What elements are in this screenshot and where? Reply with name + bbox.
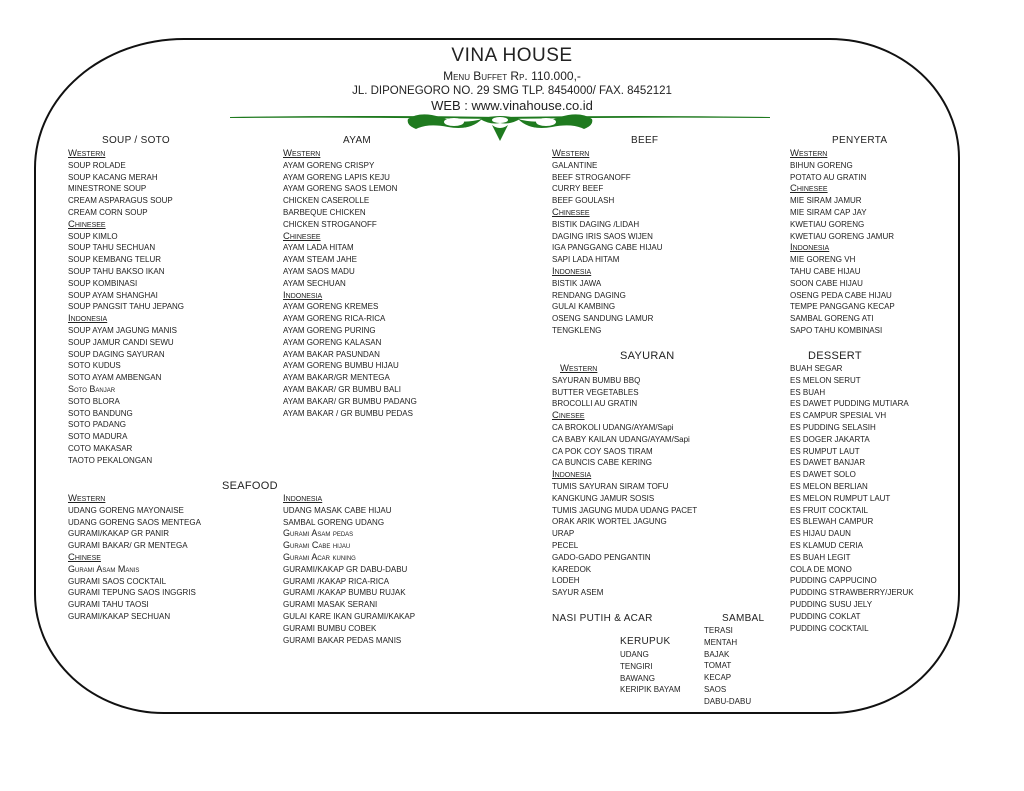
list-item: ES DAWET PUDDING MUTIARA — [790, 399, 909, 409]
list-item: AYAM GORENG RICA-RICA — [283, 314, 386, 324]
list-item: AYAM BAKAR/GR MENTEGA — [283, 373, 390, 383]
list-item: ES MELON BERLIAN — [790, 481, 868, 491]
list-item: BUAH SEGAR — [790, 364, 843, 373]
list-item: GADO-GADO PENGANTIN — [552, 552, 651, 562]
list-item: SOUP DAGING SAYURAN — [68, 349, 165, 359]
list-item: TUMIS SAYURAN SIRAM TOFU — [552, 481, 669, 491]
list-item: KECAP — [704, 673, 732, 683]
penyerta-indonesia-label: Indonesia — [790, 242, 830, 254]
list-item: SOUP ROLADE — [68, 160, 126, 170]
list-item: CA BROKOLI UDANG/AYAM/Sapi — [552, 422, 674, 432]
list-item: BEEF GOULASH — [552, 196, 615, 206]
list-item: BROCOLLI AU GRATIN — [552, 399, 638, 409]
list-item: SOUP AYAM JAGUNG MANIS — [68, 325, 177, 335]
list-item: KANGKUNG JAMUR SOSIS — [552, 493, 655, 503]
list-item: BAWANG — [620, 673, 655, 683]
list-item: PUDDING CAPPUCINO — [790, 576, 877, 586]
list-item: AYAM SAOS MADU — [283, 266, 355, 276]
list-item: AYAM GORENG LAPIS KEJU — [283, 172, 390, 182]
list-item: GURAMI/KAKAP GR PANIR — [68, 529, 170, 539]
list-item: SAMBAL GORENG UDANG — [283, 517, 385, 527]
list-item: SAPI LADA HITAM — [552, 255, 620, 265]
soup-indonesia-label: Indonesia — [68, 313, 108, 325]
list-item: COTO MAKASAR — [68, 443, 133, 453]
soup-column — [68, 148, 184, 467]
list-item: MENTAH — [704, 637, 738, 647]
list-item: ES BUAH LEGIT — [790, 552, 851, 562]
list-item: GURAMI BUMBU COBEK — [283, 623, 377, 633]
list-item: ORAK ARIK WORTEL JAGUNG — [552, 517, 667, 527]
list-item: TAOTO PEKALONGAN — [68, 455, 153, 465]
list-item: PECEL — [552, 540, 579, 550]
list-item: AYAM GORENG BUMBU HIJAU — [283, 361, 399, 371]
sayuran-western-label: Western — [560, 363, 598, 374]
list-item: SOUP PANGSIT TAHU JEPANG — [68, 302, 185, 312]
list-item: CHICKEN CASEROLLE — [283, 196, 370, 206]
list-item: SOTO AYAM AMBENGAN — [68, 373, 162, 383]
list-item: ES DAWET SOLO — [790, 470, 856, 480]
list-item: GURAMI SAOS COCKTAIL — [68, 576, 167, 586]
address-line: JL. DIPONEGORO NO. 29 SMG TLP. 8454000/ FAX. 8452121 — [352, 85, 672, 97]
list-item: SOUP KACANG MERAH — [68, 172, 158, 182]
list-item: SOUP KEMBANG TELUR — [68, 255, 162, 265]
list-item: POTATO AU GRATIN — [790, 172, 867, 182]
list-item: TOMAT — [704, 661, 732, 671]
list-item: GURAMI/KAKAP SECHUAN — [68, 611, 171, 621]
list-item: PUDDING COCKTAIL — [790, 623, 869, 633]
list-item: Gurami Acar kuning — [283, 551, 356, 562]
restaurant-title: VINA HOUSE — [451, 45, 573, 66]
list-item: BEEF STROGANOFF — [552, 172, 631, 182]
list-item: TENGIRI — [620, 661, 653, 671]
list-item: GULAI KAMBING — [552, 302, 616, 312]
list-item: ES HIJAU DAUN — [790, 529, 851, 539]
list-item: MIE GORENG VH — [790, 255, 856, 265]
list-item: ES RUMPUT LAUT — [790, 446, 860, 456]
penyerta-chinese-label: Chinesee — [790, 183, 828, 195]
list-item: PUDDING COKLAT — [790, 611, 861, 621]
list-item: Gurami Asam Manis — [68, 563, 140, 574]
seafood-indonesia-label: Indonesia — [283, 493, 323, 504]
kerupuk-section-title: KERUPUK — [620, 636, 671, 647]
list-item: SOUP TAHU SECHUAN — [68, 243, 156, 253]
beef-western-label: Western — [552, 148, 590, 159]
list-item: BARBEQUE CHICKEN — [283, 207, 366, 217]
dessert-column — [790, 363, 914, 634]
list-item: DAGING IRIS SAOS WIJEN — [552, 231, 653, 241]
sayuran-indonesia-label: Indonesia — [552, 469, 592, 481]
seafood-left-column — [68, 493, 201, 623]
list-item: GURAMI /KAKAP BUMBU RUJAK — [283, 588, 406, 598]
beef-indonesia-label: Indonesia — [552, 265, 592, 277]
sayuran-chinese-label: Cinesee — [552, 410, 585, 422]
list-item: CURRY BEEF — [552, 184, 604, 194]
list-item: ES BUAH — [790, 387, 826, 397]
list-item: BUTTER VEGETABLES — [552, 387, 639, 397]
seafood-chinese-label: Chinese — [68, 551, 101, 563]
list-item: MINESTRONE SOUP — [68, 184, 147, 194]
list-item: BISTIK JAWA — [552, 278, 602, 288]
list-item: AYAM BAKAR/ GR BUMBU PADANG — [283, 396, 417, 406]
list-item: SOTO BLORA — [68, 396, 120, 406]
ayam-section-title: AYAM — [343, 135, 372, 146]
ayam-indonesia-label: Indonesia — [283, 289, 323, 301]
list-item: AYAM GORENG PURING — [283, 325, 376, 335]
list-item: TERASI — [704, 626, 733, 635]
list-item: ES CAMPUR SPESIAL VH — [790, 411, 887, 421]
list-item: IGA PANGGANG CABE HIJAU — [552, 243, 663, 253]
list-item: AYAM GORENG KALASAN — [283, 337, 382, 347]
list-item: SOTO PADANG — [68, 420, 126, 430]
list-item: CA POK COY SAOS TIRAM — [552, 446, 653, 456]
seafood-section-title: SEAFOOD — [222, 480, 278, 492]
list-item: MIE SIRAM JAMUR — [790, 196, 862, 206]
list-item: GURAMI BAKAR PEDAS MANIS — [283, 635, 402, 645]
list-item: GURAMI TAHU TAOSI — [68, 600, 149, 610]
list-item: AYAM GORENG KREMES — [283, 302, 379, 312]
nasi-section-title: NASI PUTIH & ACAR — [552, 613, 653, 624]
list-item: ES BLEWAH CAMPUR — [790, 517, 874, 527]
list-item: ES PUDDING SELASIH — [790, 422, 876, 432]
list-item: SOTO MADURA — [68, 432, 128, 442]
list-item: OSENG PEDA CABE HIJAU — [790, 290, 892, 300]
list-item: CHICKEN STROGANOFF — [283, 219, 377, 229]
soup-western-label: Western — [68, 148, 106, 159]
list-item: BISTIK DAGING /LIDAH — [552, 219, 640, 229]
sambal-column — [704, 625, 751, 708]
list-item: UDANG — [620, 650, 649, 659]
soup-section-title: SOUP / SOTO — [102, 135, 170, 146]
list-item: AYAM LADA HITAM — [283, 243, 354, 253]
list-item: BAJAK — [704, 649, 730, 659]
list-item: SOUP JAMUR CANDI SEWU — [68, 337, 174, 347]
list-item: SOUP KIMLO — [68, 231, 118, 241]
list-item: ES MELON SERUT — [790, 375, 861, 385]
list-item: GURAMI/KAKAP GR DABU-DABU — [283, 564, 408, 574]
list-item: Gurami Cabe hijau — [283, 540, 351, 551]
sayuran-column — [552, 363, 697, 599]
list-item: UDANG MASAK CABE HIJAU — [283, 505, 392, 515]
list-item: TEMPE PANGGANG KECAP — [790, 302, 895, 312]
list-item: AYAM STEAM JAHE — [283, 255, 357, 265]
list-item: COLA DE MONO — [790, 564, 852, 574]
beef-column — [552, 148, 663, 337]
list-item: UDANG GORENG SAOS MENTEGA — [68, 517, 201, 527]
ayam-western-label: Western — [283, 148, 321, 159]
list-item: AYAM BAKAR/ GR BUMBU BALI — [283, 384, 401, 394]
list-item: URAP — [552, 529, 575, 539]
soup-chinese-label: Chinesee — [68, 218, 106, 230]
list-item: KWETIAU GORENG JAMUR — [790, 231, 895, 241]
list-item: SOUP TAHU BAKSO IKAN — [68, 266, 165, 276]
list-item: CREAM ASPARAGUS SOUP — [68, 196, 173, 206]
list-item: SAYURAN BUMBU BBQ — [552, 375, 641, 385]
list-item: SOUP AYAM SHANGHAI — [68, 290, 158, 300]
list-item: ES DAWET BANJAR — [790, 458, 866, 468]
dessert-section-title: DESSERT — [808, 350, 862, 362]
list-item: RENDANG DAGING — [552, 290, 626, 300]
list-item: UDANG GORENG MAYONAISE — [68, 505, 184, 515]
website-line: WEB : www.vinahouse.co.id — [431, 98, 593, 113]
green-ornament-divider — [230, 111, 770, 143]
list-item: ES KLAMUD CERIA — [790, 540, 863, 550]
list-item: AYAM GORENG SAOS LEMON — [283, 184, 398, 194]
list-item: PUDDING SUSU JELY — [790, 599, 873, 609]
seafood-right-column — [283, 493, 415, 646]
list-item: GALANTINE — [552, 160, 598, 170]
list-item: ES FRUIT COCKTAIL — [790, 505, 868, 515]
list-item: LODEH — [552, 576, 580, 586]
list-item: GURAMI /KAKAP RICA-RICA — [283, 576, 390, 586]
list-item: Gurami Asam pedas — [283, 528, 354, 539]
penyerta-column — [790, 148, 895, 337]
list-item: ES MELON RUMPUT LAUT — [790, 493, 891, 503]
list-item: SOTO BANDUNG — [68, 408, 133, 418]
list-item: PUDDING STRAWBERRY/JERUK — [790, 588, 914, 598]
penyerta-western-label: Western — [790, 148, 828, 159]
list-item: KWETIAU GORENG — [790, 219, 865, 229]
list-item: CREAM CORN SOUP — [68, 207, 148, 217]
list-item: SAOS — [704, 684, 727, 694]
beef-section-title: BEEF — [631, 135, 659, 146]
list-item: GURAMI BAKAR/ GR MENTEGA — [68, 541, 188, 551]
list-item: GULAI KARE IKAN GURAMI/KAKAP — [283, 611, 416, 621]
list-item: GURAMI MASAK SERANI — [283, 600, 378, 610]
list-item: TUMIS JAGUNG MUDA UDANG PACET — [552, 505, 698, 515]
penyerta-section-title: PENYERTA — [832, 135, 888, 146]
kerupuk-column — [620, 649, 681, 696]
list-item: SOON CABE HIJAU — [790, 278, 863, 288]
list-item: AYAM BAKAR PASUNDAN — [283, 349, 380, 359]
list-item: SAMBAL GORENG ATI — [790, 314, 874, 324]
list-item: MIE SIRAM CAP JAY — [790, 207, 867, 217]
list-item: OSENG SANDUNG LAMUR — [552, 314, 654, 324]
ayam-column — [283, 148, 417, 419]
ayam-chinese-label: Chinesee — [283, 230, 321, 242]
list-item: GURAMI TEPUNG SAOS INGGRIS — [68, 588, 196, 598]
list-item: TAHU CABE HIJAU — [790, 266, 861, 276]
beef-chinese-label: Chinesee — [552, 206, 590, 218]
list-item: SOTO KUDUS — [68, 361, 121, 371]
list-item: ES DOGER JAKARTA — [790, 434, 870, 444]
buffet-price: Menu Buffet Rp. 110.000,- — [443, 69, 581, 83]
list-item: SAPO TAHU KOMBINASI — [790, 325, 883, 335]
list-item: BIHUN GORENG — [790, 160, 853, 170]
list-item: KAREDOK — [552, 564, 592, 574]
list-item: AYAM GORENG CRISPY — [283, 160, 375, 170]
list-item: KERIPIK BAYAM — [620, 685, 681, 695]
list-item: AYAM SECHUAN — [283, 278, 346, 288]
list-item: SOUP KOMBINASI — [68, 278, 138, 288]
seafood-western-label: Western — [68, 493, 106, 504]
list-item: SAYUR ASEM — [552, 588, 604, 598]
list-item: AYAM BAKAR / GR BUMBU PEDAS — [283, 408, 413, 418]
list-item: TENGKLENG — [552, 325, 602, 335]
sayuran-section-title: SAYURAN — [620, 350, 675, 362]
list-item: DABU-DABU — [704, 696, 752, 706]
list-item: CA BABY KAILAN UDANG/AYAM/Sapi — [552, 434, 690, 444]
list-item: Soto Banjar — [68, 383, 116, 394]
sambal-section-title: SAMBAL — [722, 613, 765, 624]
list-item: CA BUNCIS CABE KERING — [552, 458, 653, 468]
